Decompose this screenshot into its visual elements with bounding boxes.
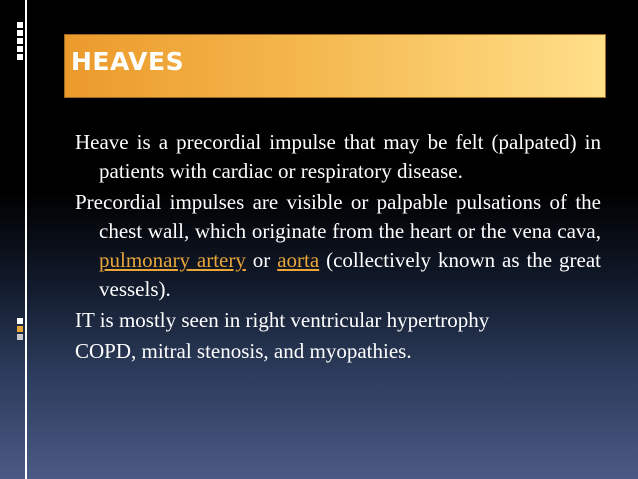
paragraph-right-ventricular: IT is mostly seen in right ventricular hypertrophy [75,308,490,332]
slide-title: HEAVES [71,47,185,76]
left-rule-divider [25,0,27,479]
top-decorative-marks [17,22,23,62]
decor-square [17,334,23,340]
title-banner [64,34,606,98]
link-aorta[interactable]: aorta [277,248,320,272]
decor-square [17,38,23,44]
decor-square [17,54,23,60]
slide-body [75,128,601,368]
paragraph-heave-definition: Heave is a precordial impulse that may be felt (palpated) in patients with cardiac or respiratory disease. [75,130,601,183]
paragraph-text: Precordial impulses are visible or palpable pulsations of the chest wall, which originate from the heart or the vena cava, [75,190,601,243]
paragraph-causes: COPD, mitral stenosis, and myopathies. [75,339,412,363]
decor-square [17,22,23,28]
paragraph-text: or [245,248,278,272]
link-pulmonary-artery[interactable]: pulmonary artery [99,248,246,272]
bottom-decorative-marks [17,318,23,342]
decor-square [17,46,23,52]
decor-square [17,30,23,36]
decor-square [17,318,23,324]
decor-square [17,326,23,332]
paragraph-precordial-impulses [75,188,601,304]
paragraph-text: (collectively known as the great vessels). [99,248,601,301]
